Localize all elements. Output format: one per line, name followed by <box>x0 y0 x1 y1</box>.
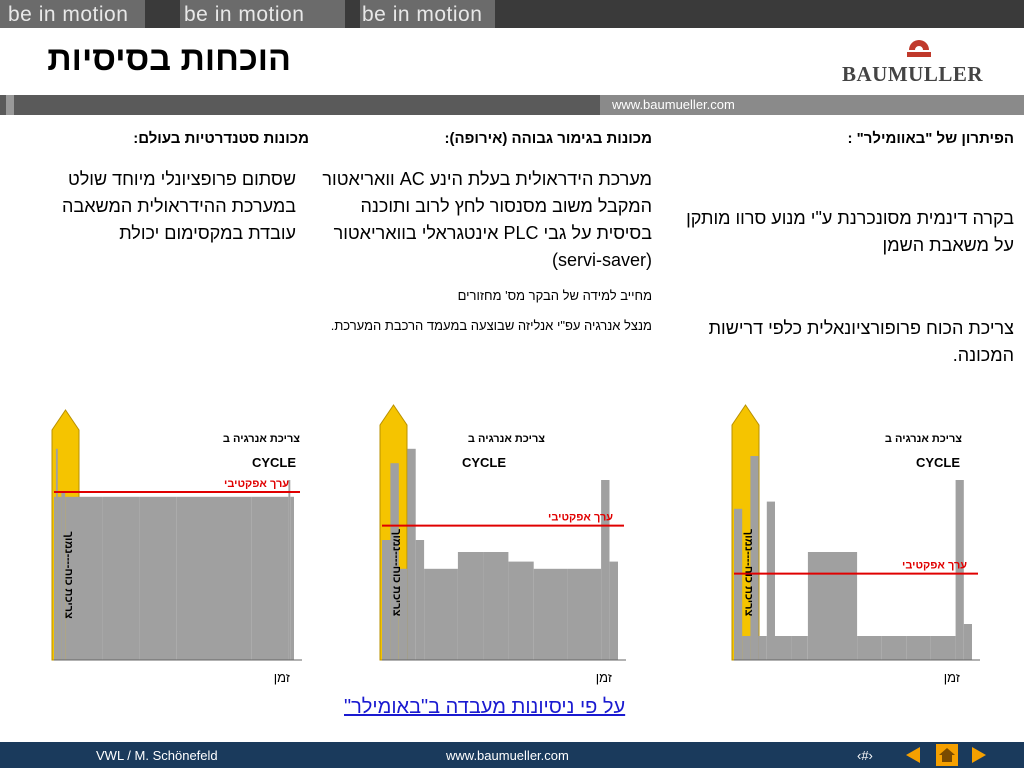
tagline: be in motion <box>184 3 305 26</box>
chart-title: צריכת אנרגיה ב <box>884 433 962 445</box>
chart-bar <box>290 497 294 660</box>
page-title: הוכחות בסיסיות <box>47 40 291 78</box>
header-url: www.baumueller.com <box>612 97 735 112</box>
solution-paragraph-1: בקרה דינמית מסונכרנת ע"י מנוע סרוו מותקן על משאבת השמן <box>686 208 1014 255</box>
chart-bar <box>140 497 177 660</box>
solution-paragraph-2: צריכת הכוח פרופורציונאלית כלפי דרישות המכונה. <box>708 318 1014 365</box>
chart-bar <box>58 497 62 660</box>
chart-title-cycle: CYCLE <box>461 455 506 470</box>
home-icon[interactable] <box>936 744 958 766</box>
chart-bar <box>791 636 807 660</box>
energy-chart <box>26 400 356 690</box>
standard-heading: מכונות סטנדרטיות בעולם: <box>133 130 309 147</box>
chart-bar <box>214 497 251 660</box>
chart-bar <box>102 497 139 660</box>
chart-bar <box>742 636 750 660</box>
y-axis-label: צריכת כוח----נמוך <box>62 531 75 619</box>
chart-bar <box>54 497 56 660</box>
header-band <box>0 0 1024 28</box>
chart-bar <box>382 540 390 660</box>
chart-bar <box>931 636 956 660</box>
y-axis-label: צריכת כוח----נמוך <box>742 528 755 617</box>
chart-bar <box>833 552 858 660</box>
europe-note-1: מחייב למידה של הבקר מס' מחזורים <box>457 288 652 303</box>
europe-paragraph: מערכת הידראולית בעלת הינע AC וואריאטור המקבל משוב מסנסור לחץ לרוב ותוכנה בסיסית על גבי PLC אינטגראלי בוואריאטור (servi-saver) <box>322 169 652 270</box>
logo-wordmark: BAUMULLER <box>842 62 984 86</box>
effective-value-label: ערך אפקטיבי <box>224 478 290 490</box>
chart-bar <box>288 480 290 660</box>
chart-bar <box>407 449 415 660</box>
chart-title-cycle: CYCLE <box>915 455 960 470</box>
baumuller-logo-icon <box>905 36 933 60</box>
chart-bar <box>759 636 767 660</box>
chart-bar <box>441 569 458 660</box>
chart-title: צריכת אנרגיה ב <box>222 433 300 445</box>
chart-title: צריכת אנרגיה ב <box>467 433 545 445</box>
chart-bar <box>964 624 972 660</box>
chart-bar <box>251 497 288 660</box>
chart-bar <box>906 636 931 660</box>
tagline: be in motion <box>362 3 483 26</box>
chart-bar <box>534 569 568 660</box>
europe-heading: מכונות בגימור גבוהה (אירופה): <box>444 130 652 147</box>
chart-bar <box>767 502 775 660</box>
chart-bar <box>458 552 483 660</box>
standard-paragraph: שסתום פרופציונלי מיוחד שולט במערכת ההידראולית המשאבה עובדת במקסימום יכולת <box>62 169 296 243</box>
url-bar <box>0 95 1024 115</box>
chart-bar <box>857 636 882 660</box>
chart-bar <box>734 509 742 660</box>
footer-author: VWL / M. Schönefeld <box>96 748 218 763</box>
tagline: be in motion <box>8 3 129 26</box>
chart-bar <box>601 480 609 660</box>
energy-chart <box>706 400 1024 690</box>
europe-note-2: מנצל אנרגיה עפ"י אנליזה שבוצעה במעמד הרכבת המערכת. <box>330 318 652 333</box>
y-axis-label: צריכת כוח----נמוך <box>390 528 403 617</box>
chart-bar <box>808 552 833 660</box>
x-axis-label: זמן <box>595 670 612 685</box>
chart-bar <box>775 636 791 660</box>
next-slide-icon[interactable] <box>970 746 988 764</box>
chart-title-cycle: CYCLE <box>251 455 296 470</box>
chart-bar <box>416 540 424 660</box>
x-axis-label: זמן <box>943 670 960 685</box>
previous-slide-icon[interactable] <box>904 746 922 764</box>
chart-bar <box>56 449 58 660</box>
energy-chart <box>354 400 684 690</box>
chart-bar <box>508 562 533 660</box>
chart-bar <box>483 552 508 660</box>
url-bar-tick <box>6 95 14 115</box>
solution-heading: הפיתרון של "באוומילר" : <box>847 130 1014 147</box>
chart-bar <box>567 569 601 660</box>
slide-number: ‹#› <box>857 748 873 763</box>
effective-value-label: ערך אפקטיבי <box>902 559 968 572</box>
chart-bar <box>882 636 907 660</box>
source-note-link[interactable]: על פי ניסיונות מעבדה ב"באומילר" <box>344 696 626 718</box>
x-axis-label: זמן <box>273 670 290 685</box>
footer-url: www.baumueller.com <box>446 748 569 763</box>
effective-value-label: ערך אפקטיבי <box>548 511 614 524</box>
chart-bar <box>610 562 618 660</box>
chart-bar <box>424 569 441 660</box>
chart-bar <box>177 497 214 660</box>
